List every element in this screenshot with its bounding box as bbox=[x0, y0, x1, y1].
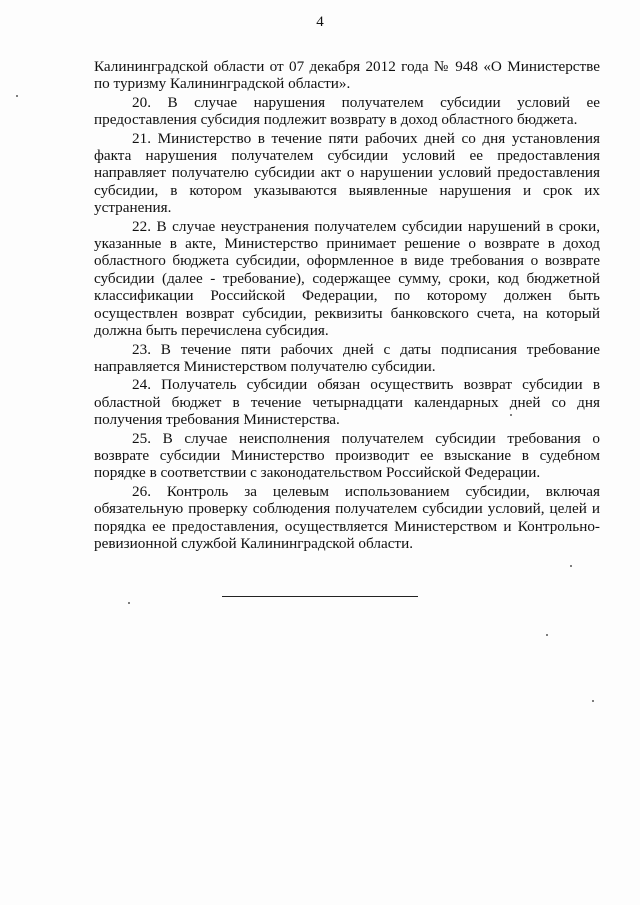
paragraph-26: 26. Контроль за целевым использованием субсидии, включая обязательную проверку соблюдения получателем субсидии условий, целей и порядка ее предоставления, осуществляется Министерством и Контрольно-ревизионной службой Калининградской области. bbox=[94, 482, 600, 552]
paragraph-24: 24. Получатель субсидии обязан осуществить возврат субсидии в областной бюджет в течение четырнадцати календарных дней со дня получения требования Министерства. bbox=[94, 376, 600, 429]
scan-speck bbox=[592, 700, 594, 702]
paragraph-22: 22. В случае неустранения получателем субсидии нарушений в сроки, указанные в акте, Министерство принимает решение о возврате в доход областного бюджета субсидии, оформленное в виде требования о возврате субсидии (далее - требование), содержащее сумму, сроки, код бюджетной классификации Российской Федерации, по которому должен быть осуществлен возврат субсидии, реквизиты банковского счета, на который должна быть перечислена субсидия. bbox=[94, 217, 600, 340]
scan-speck bbox=[570, 565, 572, 567]
scan-speck bbox=[510, 414, 512, 416]
paragraph-21: 21. Министерство в течение пяти рабочих дней со дня установления факта нарушения получателем субсидии условий ее предоставления направляет получателю субсидии акт о нарушении условий предоставления субсидии, в котором указываются выявленные нарушения и срок их устранения. bbox=[94, 129, 600, 217]
paragraph-20: 20. В случае нарушения получателем субсидии условий ее предоставления субсидия подлежит возврату в доход областного бюджета. bbox=[94, 93, 600, 129]
paragraph-continuation: Калининградской области от 07 декабря 2012 года № 948 «О Министерстве по туризму Калининградской области». bbox=[94, 58, 600, 93]
closing-separator-line bbox=[222, 596, 418, 597]
paragraph-23: 23. В течение пяти рабочих дней с даты подписания требование направляется Министерством получателю субсидии. bbox=[94, 340, 600, 375]
scan-speck bbox=[546, 634, 548, 636]
scan-speck bbox=[16, 95, 18, 97]
paragraph-25: 25. В случае неисполнения получателем субсидии требования о возврате субсидии Министерство производит ее взыскание в судебном порядке в соответствии с законодательством Российской Федерации. bbox=[94, 429, 600, 482]
page-number: 4 bbox=[316, 14, 324, 30]
scan-speck bbox=[128, 602, 130, 604]
document-body bbox=[94, 58, 600, 553]
